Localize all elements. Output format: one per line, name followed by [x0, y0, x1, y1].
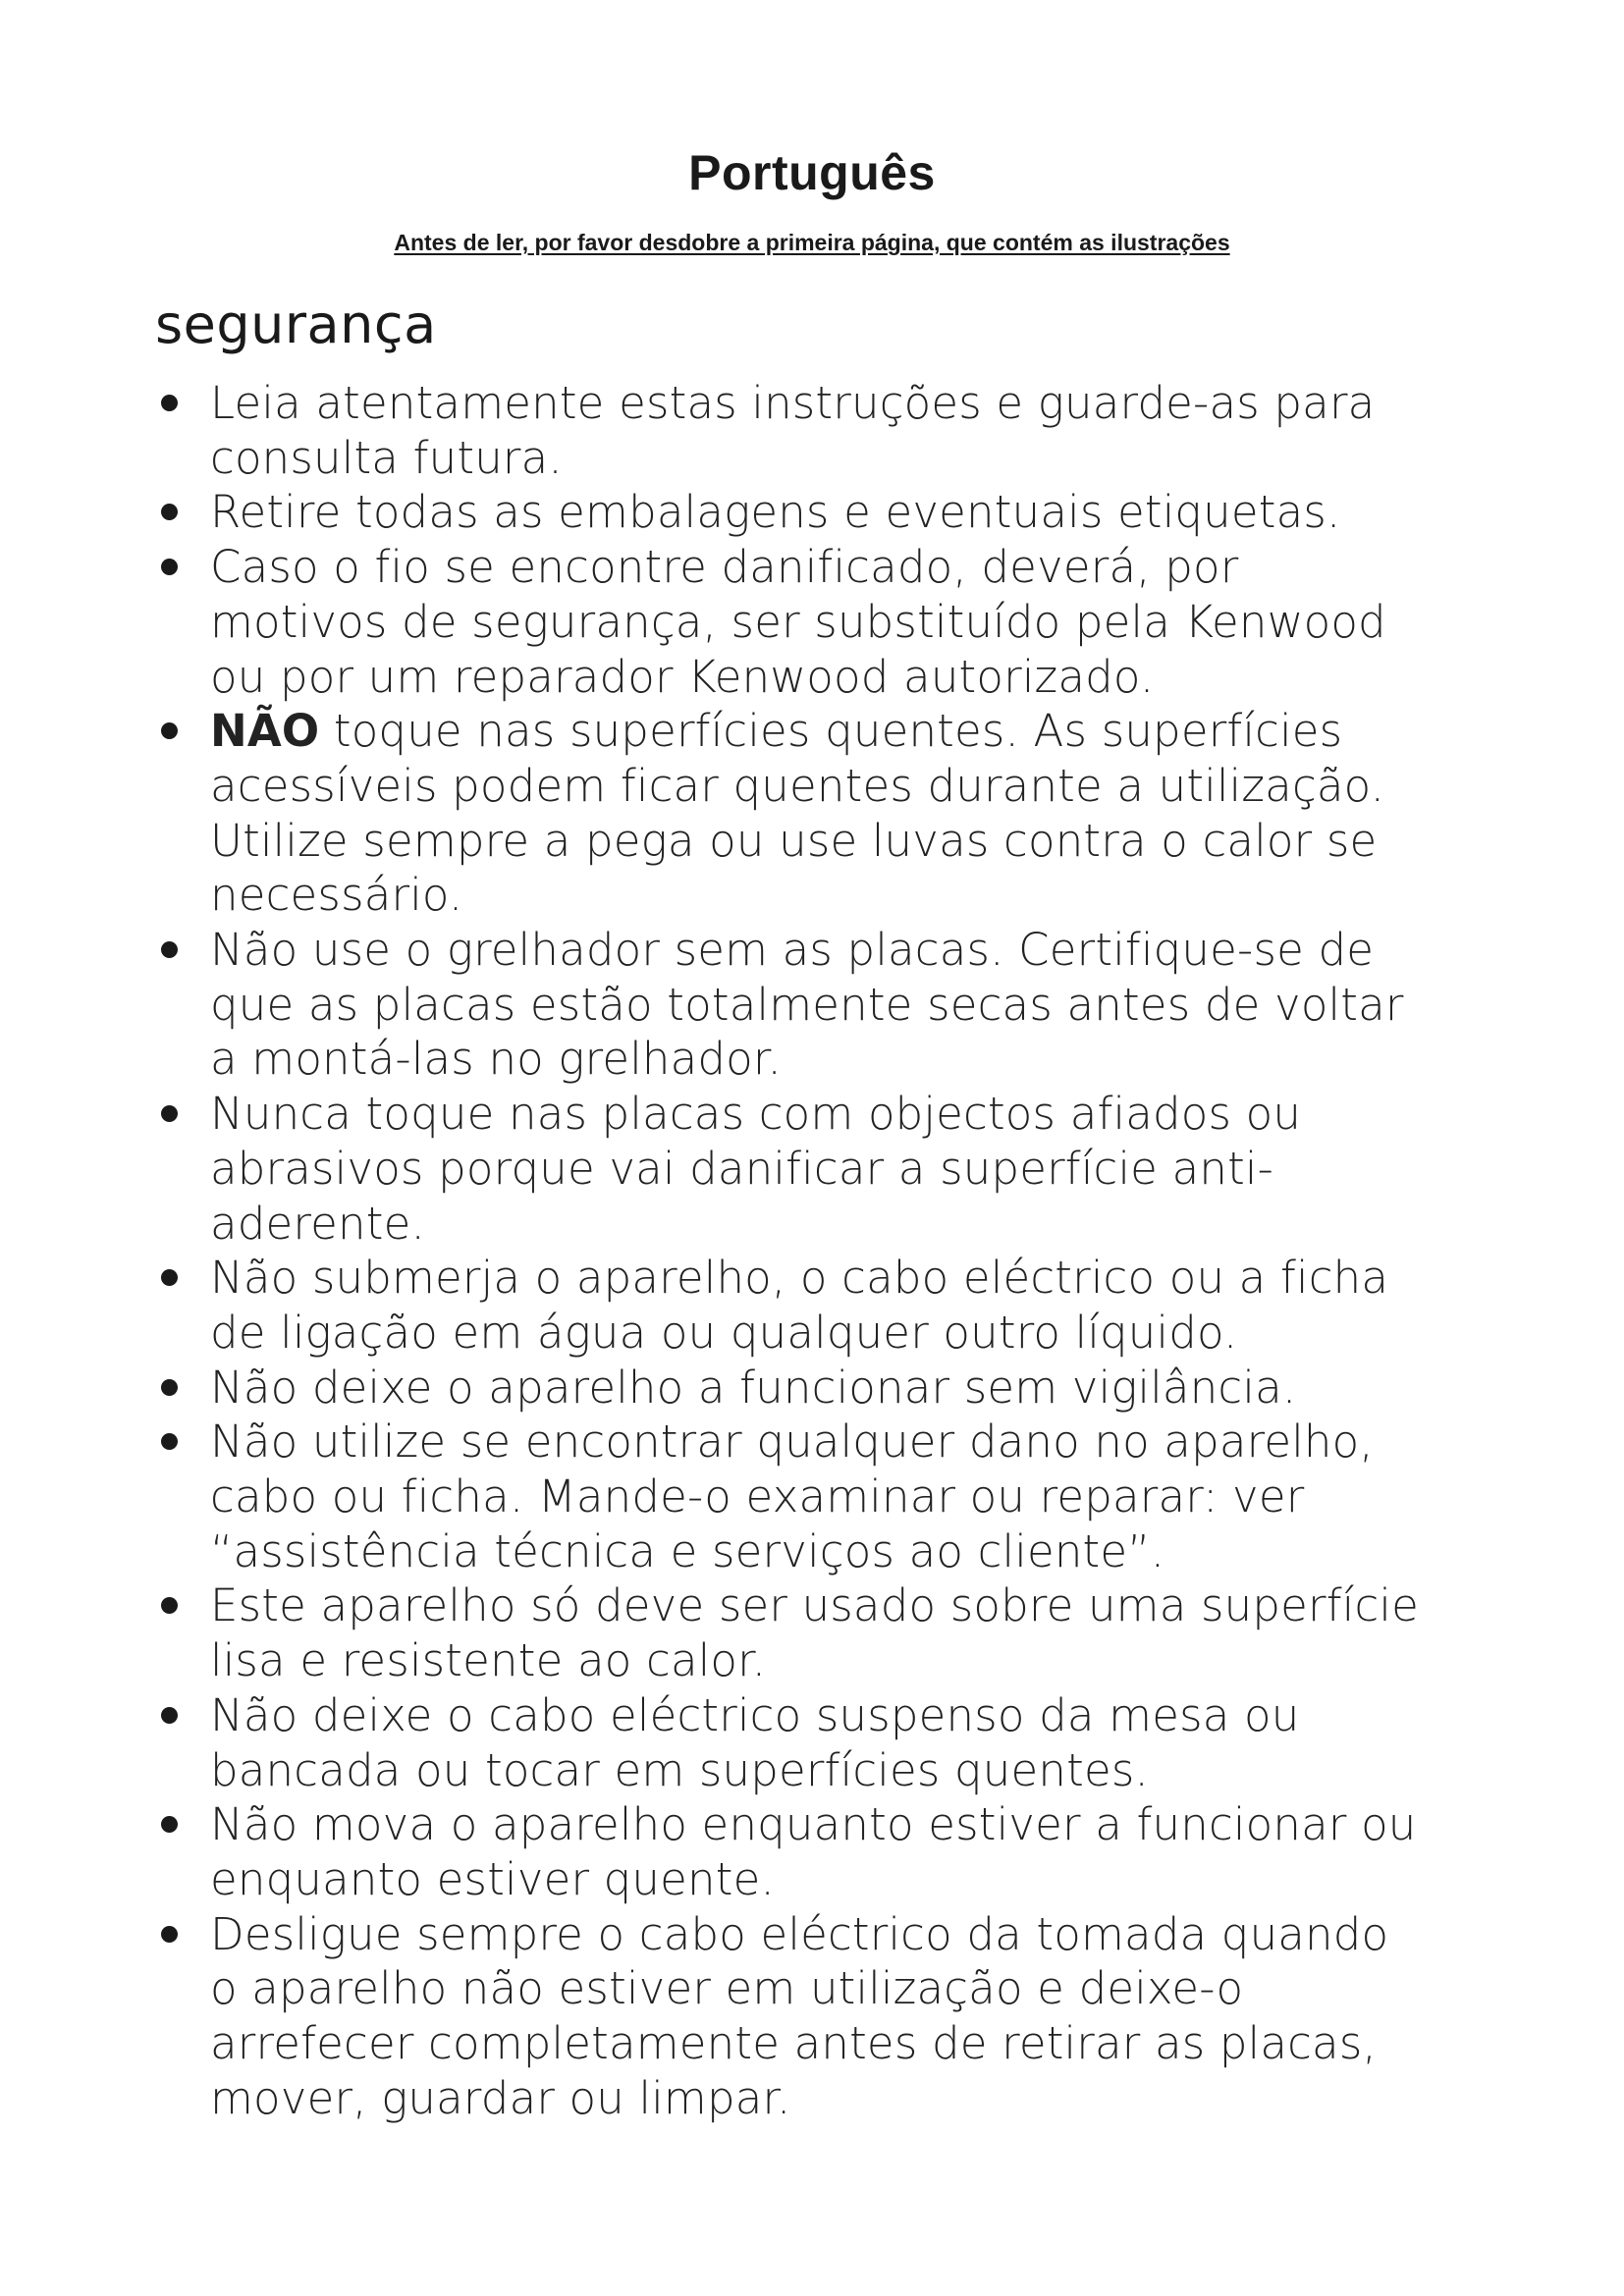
bullet-icon: [161, 1597, 178, 1614]
emphasis-text: NÃO: [210, 705, 320, 758]
item-text-line: Caso o fio se encontre danificado, deverá, por: [210, 541, 1239, 594]
safety-item: [155, 1797, 1530, 1906]
item-text-line: Não deixe o cabo eléctrico suspenso da mesa ou: [210, 1688, 1300, 1741]
item-text-line: mover, guardar ou limpar.: [210, 2071, 791, 2124]
safety-list: [155, 376, 1530, 2126]
safety-item: [155, 485, 1530, 540]
item-text-line: acessíveis podem ficar quentes durante a utilização.: [210, 759, 1385, 812]
safety-item: [155, 1578, 1530, 1687]
item-text-line: aderente.: [210, 1197, 425, 1250]
item-text-line: Leia atentamente estas instruções e guarde-as para: [210, 377, 1376, 429]
bullet-icon: [161, 1433, 178, 1450]
item-text-line: abrasivos porque vai danificar a superfície anti-: [210, 1142, 1274, 1195]
item-text-line: bancada ou tocar em superfícies quentes.: [210, 1743, 1150, 1796]
bullet-icon: [161, 504, 178, 520]
item-text-line: Não use o grelhador sem as placas. Certifique-se de: [210, 924, 1375, 977]
safety-item: [155, 1251, 1530, 1360]
item-text-line: necessário.: [210, 869, 463, 922]
safety-item: [155, 923, 1530, 1087]
item-text-line: toque nas superfícies quentes. As superfícies: [319, 705, 1343, 758]
item-text-line: ou por um reparador Kenwood autorizado.: [210, 650, 1155, 703]
item-text-line: o aparelho não estiver em utilização e deixe-o: [210, 1962, 1244, 2015]
item-text-line: “assistência técnica e serviços ao cliente”.: [210, 1524, 1165, 1577]
item-text-line: Não submerja o aparelho, o cabo eléctrico ou a ficha: [210, 1252, 1389, 1305]
item-text-line: Desligue sempre o cabo eléctrico da tomada quando: [210, 1907, 1389, 1960]
item-text-line: a montá-las no grelhador.: [210, 1033, 782, 1086]
item-text-line: arrefecer completamente antes de retirar as placas,: [210, 2017, 1377, 2070]
safety-item: [155, 704, 1530, 923]
safety-item: [155, 1087, 1530, 1251]
item-text-line: Não utilize se encontrar qualquer dano no aparelho,: [210, 1415, 1374, 1468]
item-text-line: motivos de segurança, ser substituído pela Kenwood: [210, 595, 1386, 648]
item-text-line: consulta futura.: [210, 431, 563, 484]
safety-item: [155, 540, 1530, 704]
item-text-line: Nunca toque nas placas com objectos afiados ou: [210, 1088, 1302, 1141]
safety-item: [155, 376, 1530, 485]
instruction-subtitle: Antes de ler, por favor desdobre a primeira página, que contém as ilustrações: [394, 230, 1230, 255]
item-text-line: que as placas estão totalmente secas antes de voltar: [210, 978, 1404, 1031]
item-text-line: cabo ou ficha. Mande-o examinar ou reparar: ver: [210, 1470, 1305, 1523]
bullet-icon: [161, 395, 178, 411]
item-text-line: Retire todas as embalagens e eventuais etiquetas.: [210, 486, 1341, 539]
bullet-icon: [161, 1269, 178, 1286]
item-text-line: de ligação em água ou qualquer outro líquido.: [210, 1306, 1238, 1359]
bullet-icon: [161, 1707, 178, 1724]
safety-item: [155, 1361, 1530, 1415]
item-text-line: Não deixe o aparelho a funcionar sem vigilância.: [210, 1361, 1297, 1414]
item-text-line: Utilize sempre a pega ou use luvas contra o calor se: [210, 814, 1378, 867]
safety-item: [155, 1907, 1530, 2126]
bullet-icon: [161, 941, 178, 958]
safety-item: [155, 1415, 1530, 1578]
bullet-icon: [161, 1816, 178, 1833]
bullet-icon: [161, 559, 178, 575]
safety-item: [155, 1688, 1530, 1797]
bullet-icon: [161, 1379, 178, 1396]
bullet-icon: [161, 1105, 178, 1122]
item-text-line: Este aparelho só deve ser usado sobre uma superfície: [210, 1579, 1419, 1632]
section-title: segurança: [155, 294, 437, 355]
item-text-line: Não mova o aparelho enquanto estiver a funcionar ou: [210, 1798, 1417, 1851]
bullet-icon: [161, 1926, 178, 1943]
language-title: Português: [688, 145, 936, 200]
item-text-line: lisa e resistente ao calor.: [210, 1634, 767, 1687]
item-text-line: enquanto estiver quente.: [210, 1852, 775, 1905]
bullet-icon: [161, 722, 178, 739]
